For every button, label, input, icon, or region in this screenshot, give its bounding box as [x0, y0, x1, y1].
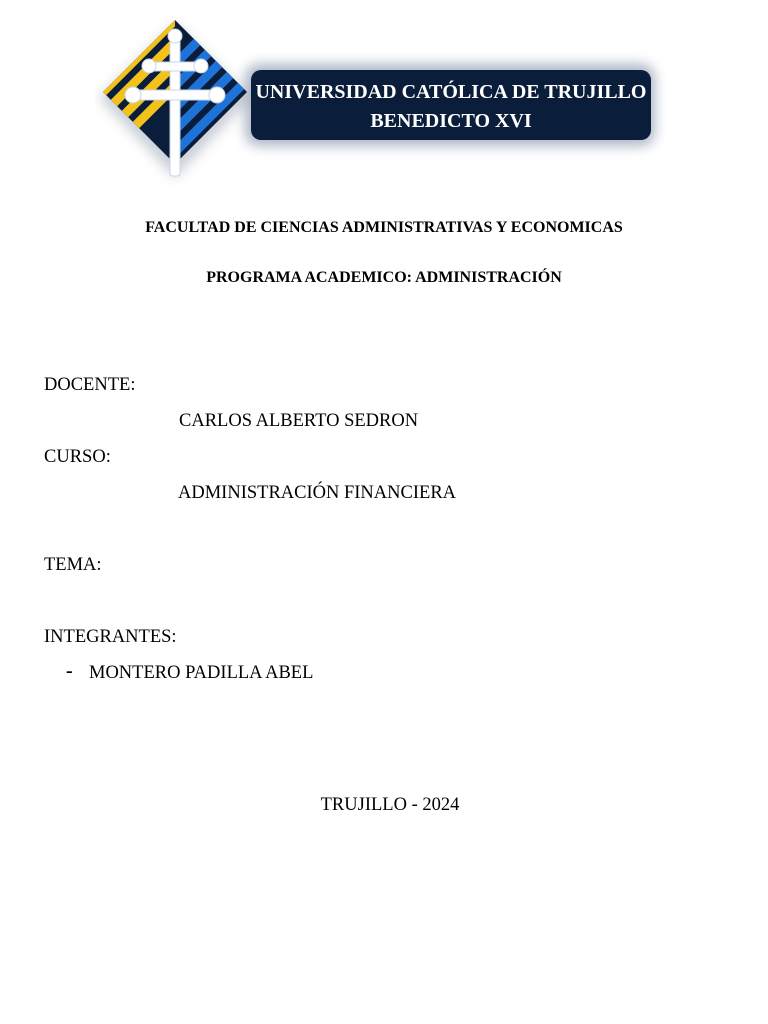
logo-title-line2: BENEDICTO XVI	[370, 110, 532, 132]
docente-label: DOCENTE:	[44, 375, 136, 395]
integrantes-label: INTEGRANTES:	[44, 627, 177, 647]
tema-label: TEMA:	[44, 555, 102, 575]
logo-title-line1: UNIVERSIDAD CATÓLICA DE TRUJILLO	[255, 81, 647, 103]
university-logo	[95, 14, 665, 192]
bullet-dash: -	[66, 660, 73, 682]
member-name: MONTERO PADILLA ABEL	[89, 663, 314, 683]
curso-label: CURSO:	[44, 447, 111, 467]
program-heading: PROGRAMA ACADEMICO: ADMINISTRACIÓN	[206, 269, 562, 286]
curso-value: ADMINISTRACIÓN FINANCIERA	[178, 483, 457, 503]
university-emblem-icon	[95, 14, 665, 192]
docente-value: CARLOS ALBERTO SEDRON	[179, 411, 419, 431]
faculty-heading: FACULTAD DE CIENCIAS ADMINISTRATIVAS Y ECONOMICAS	[145, 219, 623, 236]
place-year: TRUJILLO - 2024	[320, 795, 460, 815]
